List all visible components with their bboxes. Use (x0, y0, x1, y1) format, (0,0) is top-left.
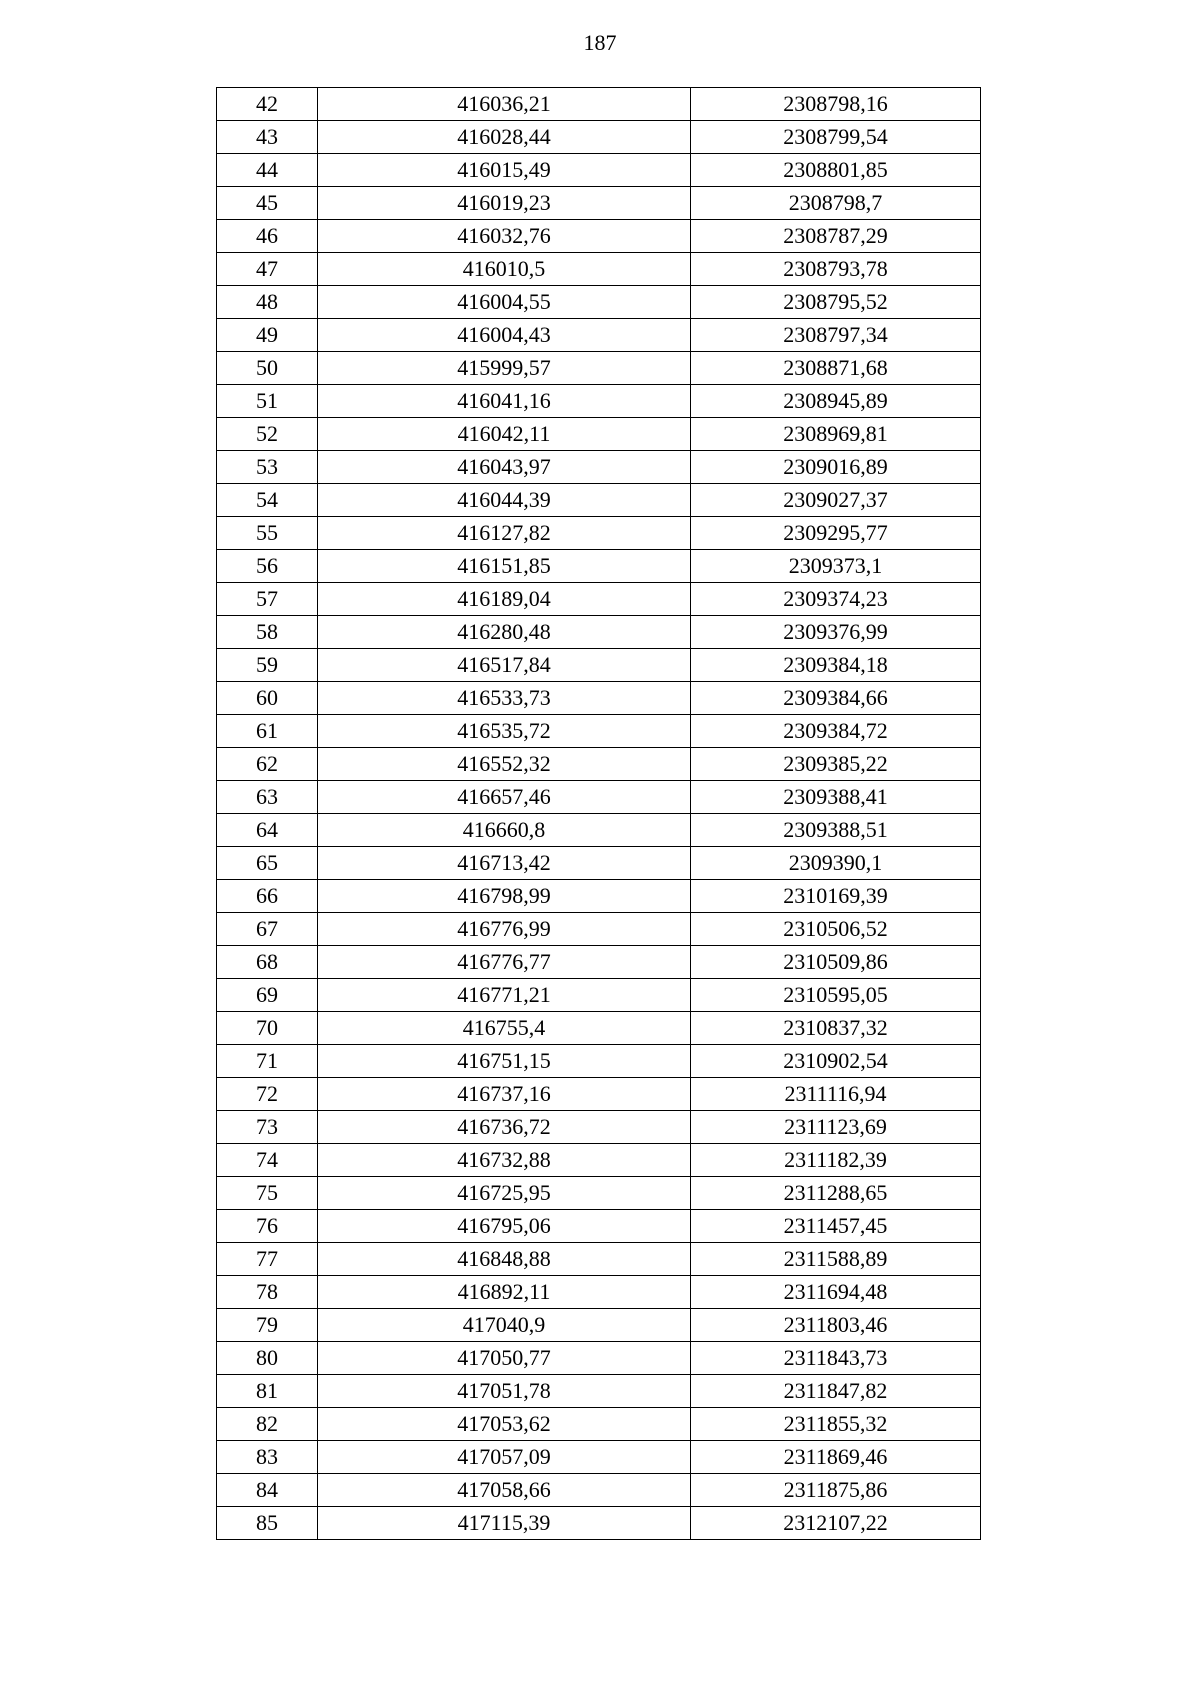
x-coordinate-cell: 417051,78 (318, 1375, 691, 1408)
x-coordinate-cell: 416732,88 (318, 1144, 691, 1177)
point-number-cell: 82 (217, 1408, 318, 1441)
y-coordinate-cell: 2308787,29 (691, 220, 981, 253)
table-row (217, 220, 981, 253)
x-coordinate-cell: 416798,99 (318, 880, 691, 913)
table-row (217, 121, 981, 154)
y-coordinate-cell: 2308798,7 (691, 187, 981, 220)
y-coordinate-cell: 2309376,99 (691, 616, 981, 649)
point-number-cell: 84 (217, 1474, 318, 1507)
table-row (217, 484, 981, 517)
y-coordinate-cell: 2311875,86 (691, 1474, 981, 1507)
table-row (217, 1078, 981, 1111)
y-coordinate-cell: 2309390,1 (691, 847, 981, 880)
x-coordinate-cell: 416736,72 (318, 1111, 691, 1144)
y-coordinate-cell: 2309384,66 (691, 682, 981, 715)
y-coordinate-cell: 2309384,18 (691, 649, 981, 682)
x-coordinate-cell: 416043,97 (318, 451, 691, 484)
point-number-cell: 53 (217, 451, 318, 484)
x-coordinate-cell: 416657,46 (318, 781, 691, 814)
point-number-cell: 76 (217, 1210, 318, 1243)
table-row (217, 748, 981, 781)
y-coordinate-cell: 2308799,54 (691, 121, 981, 154)
y-coordinate-cell: 2311694,48 (691, 1276, 981, 1309)
table-row (217, 187, 981, 220)
table-row (217, 913, 981, 946)
y-coordinate-cell: 2311847,82 (691, 1375, 981, 1408)
x-coordinate-cell: 416019,23 (318, 187, 691, 220)
point-number-cell: 75 (217, 1177, 318, 1210)
point-number-cell: 48 (217, 286, 318, 319)
point-number-cell: 47 (217, 253, 318, 286)
coordinates-table-body (217, 88, 981, 1540)
table-row (217, 1210, 981, 1243)
x-coordinate-cell: 416552,32 (318, 748, 691, 781)
table-row (217, 1276, 981, 1309)
point-number-cell: 79 (217, 1309, 318, 1342)
x-coordinate-cell: 416713,42 (318, 847, 691, 880)
coordinates-table (216, 87, 981, 1540)
x-coordinate-cell: 417053,62 (318, 1408, 691, 1441)
table-row (217, 319, 981, 352)
point-number-cell: 68 (217, 946, 318, 979)
table-row (217, 1309, 981, 1342)
y-coordinate-cell: 2309388,41 (691, 781, 981, 814)
point-number-cell: 56 (217, 550, 318, 583)
x-coordinate-cell: 416795,06 (318, 1210, 691, 1243)
table-row (217, 517, 981, 550)
point-number-cell: 62 (217, 748, 318, 781)
y-coordinate-cell: 2311123,69 (691, 1111, 981, 1144)
table-row (217, 88, 981, 121)
x-coordinate-cell: 417040,9 (318, 1309, 691, 1342)
y-coordinate-cell: 2309388,51 (691, 814, 981, 847)
table-row (217, 1408, 981, 1441)
y-coordinate-cell: 2310506,52 (691, 913, 981, 946)
table-row (217, 1012, 981, 1045)
y-coordinate-cell: 2311116,94 (691, 1078, 981, 1111)
table-row (217, 649, 981, 682)
y-coordinate-cell: 2308795,52 (691, 286, 981, 319)
point-number-cell: 63 (217, 781, 318, 814)
y-coordinate-cell: 2310509,86 (691, 946, 981, 979)
x-coordinate-cell: 416036,21 (318, 88, 691, 121)
point-number-cell: 60 (217, 682, 318, 715)
y-coordinate-cell: 2309373,1 (691, 550, 981, 583)
y-coordinate-cell: 2309027,37 (691, 484, 981, 517)
x-coordinate-cell: 416032,76 (318, 220, 691, 253)
x-coordinate-cell: 416028,44 (318, 121, 691, 154)
x-coordinate-cell: 416517,84 (318, 649, 691, 682)
point-number-cell: 78 (217, 1276, 318, 1309)
table-row (217, 1507, 981, 1540)
x-coordinate-cell: 416776,99 (318, 913, 691, 946)
y-coordinate-cell: 2308871,68 (691, 352, 981, 385)
point-number-cell: 83 (217, 1441, 318, 1474)
point-number-cell: 42 (217, 88, 318, 121)
point-number-cell: 77 (217, 1243, 318, 1276)
point-number-cell: 72 (217, 1078, 318, 1111)
point-number-cell: 45 (217, 187, 318, 220)
y-coordinate-cell: 2310837,32 (691, 1012, 981, 1045)
table-row (217, 286, 981, 319)
point-number-cell: 44 (217, 154, 318, 187)
y-coordinate-cell: 2308945,89 (691, 385, 981, 418)
x-coordinate-cell: 416010,5 (318, 253, 691, 286)
table-row (217, 979, 981, 1012)
point-number-cell: 69 (217, 979, 318, 1012)
x-coordinate-cell: 415999,57 (318, 352, 691, 385)
point-number-cell: 85 (217, 1507, 318, 1540)
x-coordinate-cell: 417115,39 (318, 1507, 691, 1540)
table-row (217, 1144, 981, 1177)
y-coordinate-cell: 2311843,73 (691, 1342, 981, 1375)
table-row (217, 781, 981, 814)
table-row (217, 946, 981, 979)
table-row (217, 1375, 981, 1408)
point-number-cell: 55 (217, 517, 318, 550)
x-coordinate-cell: 416280,48 (318, 616, 691, 649)
point-number-cell: 57 (217, 583, 318, 616)
x-coordinate-cell: 417050,77 (318, 1342, 691, 1375)
y-coordinate-cell: 2309385,22 (691, 748, 981, 781)
table-row (217, 715, 981, 748)
y-coordinate-cell: 2312107,22 (691, 1507, 981, 1540)
point-number-cell: 80 (217, 1342, 318, 1375)
point-number-cell: 65 (217, 847, 318, 880)
table-row (217, 253, 981, 286)
point-number-cell: 54 (217, 484, 318, 517)
x-coordinate-cell: 416041,16 (318, 385, 691, 418)
point-number-cell: 64 (217, 814, 318, 847)
table-row (217, 880, 981, 913)
y-coordinate-cell: 2311182,39 (691, 1144, 981, 1177)
table-row (217, 616, 981, 649)
point-number-cell: 52 (217, 418, 318, 451)
point-number-cell: 50 (217, 352, 318, 385)
x-coordinate-cell: 416044,39 (318, 484, 691, 517)
point-number-cell: 81 (217, 1375, 318, 1408)
point-number-cell: 71 (217, 1045, 318, 1078)
x-coordinate-cell: 416004,55 (318, 286, 691, 319)
x-coordinate-cell: 417058,66 (318, 1474, 691, 1507)
y-coordinate-cell: 2311869,46 (691, 1441, 981, 1474)
table-row (217, 451, 981, 484)
table-row (217, 1111, 981, 1144)
table-row (217, 847, 981, 880)
point-number-cell: 59 (217, 649, 318, 682)
x-coordinate-cell: 416535,72 (318, 715, 691, 748)
table-row (217, 154, 981, 187)
table-row (217, 418, 981, 451)
table-row (217, 385, 981, 418)
y-coordinate-cell: 2308801,85 (691, 154, 981, 187)
y-coordinate-cell: 2310595,05 (691, 979, 981, 1012)
point-number-cell: 49 (217, 319, 318, 352)
point-number-cell: 43 (217, 121, 318, 154)
table-row (217, 1342, 981, 1375)
x-coordinate-cell: 416660,8 (318, 814, 691, 847)
point-number-cell: 70 (217, 1012, 318, 1045)
y-coordinate-cell: 2308969,81 (691, 418, 981, 451)
x-coordinate-cell: 416771,21 (318, 979, 691, 1012)
point-number-cell: 58 (217, 616, 318, 649)
x-coordinate-cell: 416725,95 (318, 1177, 691, 1210)
y-coordinate-cell: 2311803,46 (691, 1309, 981, 1342)
table-row (217, 550, 981, 583)
point-number-cell: 73 (217, 1111, 318, 1144)
point-number-cell: 61 (217, 715, 318, 748)
x-coordinate-cell: 416737,16 (318, 1078, 691, 1111)
x-coordinate-cell: 416892,11 (318, 1276, 691, 1309)
table-row (217, 1177, 981, 1210)
x-coordinate-cell: 416848,88 (318, 1243, 691, 1276)
point-number-cell: 74 (217, 1144, 318, 1177)
y-coordinate-cell: 2311588,89 (691, 1243, 981, 1276)
y-coordinate-cell: 2308793,78 (691, 253, 981, 286)
x-coordinate-cell: 416151,85 (318, 550, 691, 583)
x-coordinate-cell: 416004,43 (318, 319, 691, 352)
point-number-cell: 46 (217, 220, 318, 253)
x-coordinate-cell: 416755,4 (318, 1012, 691, 1045)
x-coordinate-cell: 416533,73 (318, 682, 691, 715)
x-coordinate-cell: 416189,04 (318, 583, 691, 616)
x-coordinate-cell: 416127,82 (318, 517, 691, 550)
table-row (217, 1243, 981, 1276)
table-row (217, 682, 981, 715)
point-number-cell: 51 (217, 385, 318, 418)
table-row (217, 1441, 981, 1474)
point-number-cell: 67 (217, 913, 318, 946)
table-row (217, 352, 981, 385)
table-row (217, 583, 981, 616)
table-row (217, 1474, 981, 1507)
y-coordinate-cell: 2309295,77 (691, 517, 981, 550)
page-number: 187 (583, 30, 617, 55)
x-coordinate-cell: 416776,77 (318, 946, 691, 979)
x-coordinate-cell: 416751,15 (318, 1045, 691, 1078)
y-coordinate-cell: 2310169,39 (691, 880, 981, 913)
y-coordinate-cell: 2310902,54 (691, 1045, 981, 1078)
x-coordinate-cell: 417057,09 (318, 1441, 691, 1474)
y-coordinate-cell: 2309374,23 (691, 583, 981, 616)
x-coordinate-cell: 416015,49 (318, 154, 691, 187)
y-coordinate-cell: 2311288,65 (691, 1177, 981, 1210)
y-coordinate-cell: 2309016,89 (691, 451, 981, 484)
x-coordinate-cell: 416042,11 (318, 418, 691, 451)
y-coordinate-cell: 2308798,16 (691, 88, 981, 121)
point-number-cell: 66 (217, 880, 318, 913)
y-coordinate-cell: 2309384,72 (691, 715, 981, 748)
table-row (217, 814, 981, 847)
table-row (217, 1045, 981, 1078)
y-coordinate-cell: 2311457,45 (691, 1210, 981, 1243)
y-coordinate-cell: 2308797,34 (691, 319, 981, 352)
y-coordinate-cell: 2311855,32 (691, 1408, 981, 1441)
